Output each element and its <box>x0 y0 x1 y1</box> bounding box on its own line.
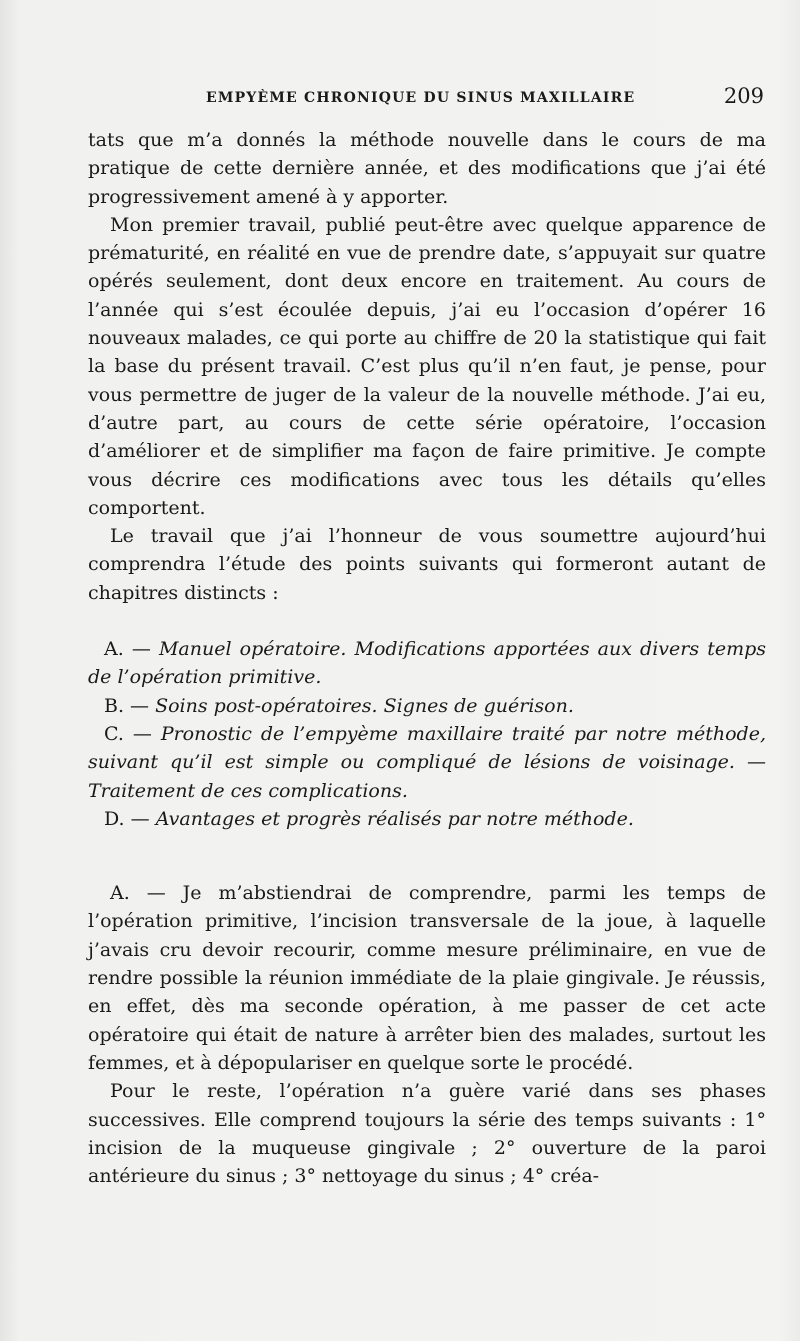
list-letter: A. — <box>104 638 159 661</box>
section-gap <box>88 833 766 879</box>
list-letter: B. — <box>104 694 156 717</box>
page-number: 209 <box>723 84 764 108</box>
list-text: Soins post-opératoires. Signes de guérison. <box>155 694 574 717</box>
list-text: Avantages et progrès réalisés par notre méthode. <box>155 807 634 830</box>
page-header <box>88 84 764 114</box>
paragraph-premier-travail: Mon premier travail, publié peut-être avec quelque apparence de prématurité, en réalité en vue de prendre date, s’appuyait sur quatre opérés seulement, dont deux encore en traitement. Au cours de l’année qui s’est écoulée depuis, j’ai eu l’occasion d’opérer 16 nouveaux malades, ce qui porte au chiffre de 20 la statistique qui fait la base du présent travail. C’est plus qu’il n’en faut, je pense, pour vous permettre de juger de la valeur de la nouvelle méthode. J’ai eu, d’autre part, au cours de cette série opératoire, l’occasion d’améliorer et de simplifier ma façon de faire primitive. Je compte vous décrire ces modifications avec tous les détails qu’elles comportent. <box>88 213 766 519</box>
list-item-c <box>88 720 766 805</box>
list-item-d <box>88 805 766 833</box>
list-item-b <box>88 692 766 720</box>
list-letter: C. — <box>104 722 161 745</box>
paragraph-plan: Le travail que j’ai l’honneur de vous soumettre aujourd’hui comprendra l’étude des points suivants qui formeront autant de chapitres distincts : <box>88 525 766 604</box>
paragraph-continuation: tats que m’a donnés la méthode nouvelle dans le cours de ma pratique de cette dernière année, et des modifications que j’ai été progressivement amené à y apporter. <box>88 129 766 208</box>
paragraph-section-a: A. — Je m’abstiendrai de comprendre, parmi les temps de l’opération primitive, l’incision transversale de la joue, à laquelle j’avais cru devoir recourir, comme mesure préliminaire, en vue de rendre possible la réunion immédiate de la plaie gingivale. Je réussis, en effet, dès ma seconde opération, à me passer de cet acte opératoire qui était de nature à arrêter bien des malades, surtout les femmes, et à dépopulariser en quelque sorte le procédé. <box>88 882 766 1074</box>
list-item-a <box>88 635 766 692</box>
list-text: Pronostic de l’empyème maxillaire traité par notre méthode, suivant qu’il est simple ou compliqué de lésions de voisinage. — Traitement de ces complications. <box>88 722 766 802</box>
list-text: Manuel opératoire. Modifications apportées aux divers temps de l’opération primitive. <box>88 638 767 689</box>
paragraph-pour-le-reste: Pour le reste, l’opération n’a guère varié dans ses phases successives. Elle comprend toujours la série des temps suivants : 1° incision de la muqueuse gingivale ; 2° ouverture de la paroi antérieure du sinus ; 3° nettoyage du sinus ; 4° créa- <box>88 1080 766 1188</box>
list-letter: D. — <box>104 807 156 830</box>
page-body <box>88 126 766 1190</box>
running-title: EMPYÈME CHRONIQUE DU SINUS MAXILLAIRE <box>206 90 636 106</box>
